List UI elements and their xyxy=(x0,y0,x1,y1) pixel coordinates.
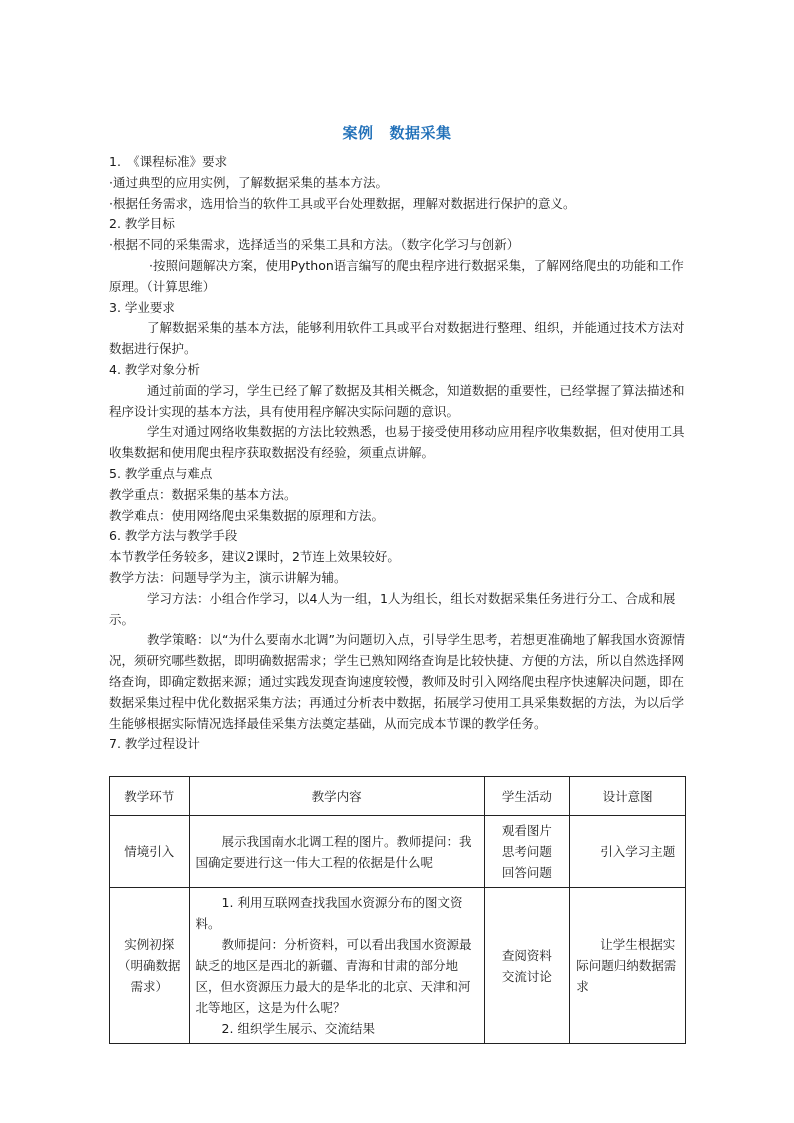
document-title xyxy=(0,122,794,143)
table-header-row xyxy=(110,777,686,816)
content-line: 展示我国南水北调工程的图片。教师提问：我国确定要进行这一伟大工程的依据是什么呢 xyxy=(195,833,472,870)
section-6-paragraph-1: 本节教学任务较多，建议2课时，2节连上效果较好。 xyxy=(109,549,400,565)
section-1-heading: 1. 《课程标准》要求 xyxy=(109,154,228,169)
section-1-bullet-2: ·根据任务需求，选用恰当的软件工具或平台处理数据，理解对数据进行保护的意义。 xyxy=(109,195,576,211)
teaching-process-table xyxy=(109,776,686,1044)
activity-line: 查阅资料 xyxy=(501,947,552,963)
activity-line: 观看图片 xyxy=(501,823,552,838)
content-line: 教师提问：分析资料，可以看出我国水资源最缺乏的地区是西北的新疆、青海和甘肃的部分地区，但水资源压力最大的是华北的北京、天津和河北等地区，这是为什么呢？ xyxy=(195,937,472,1015)
document-body xyxy=(109,152,689,755)
stage-cell: 情境引入 xyxy=(110,816,190,888)
table-row xyxy=(110,888,686,1044)
content-cell xyxy=(189,816,484,888)
section-6-heading: 6. 教学方法与教学手段 xyxy=(109,528,238,544)
section-3-paragraph: 了解数据采集的基本方法，能够利用软件工具或平台对数据进行整理、组织，并能通过技术方法对数据进行保护。 xyxy=(109,320,685,357)
activity-line: 思考问题 xyxy=(501,844,552,859)
content-line: 2. 组织学生展示、交流结果 xyxy=(221,1021,375,1036)
section-5-heading: 5. 教学重点与难点 xyxy=(109,465,213,481)
section-5-difficulty: 教学难点：使用网络爬虫采集数据的原理和方法。 xyxy=(109,507,385,523)
table-row xyxy=(110,816,686,888)
table-header-cell: 学生活动 xyxy=(484,777,570,816)
section-6-paragraph-2: 教学方法：问题导学为主，演示讲解为辅。 xyxy=(109,569,347,585)
section-2-bullet-2: ·按照问题解决方案，使用Python语言编写的爬虫程序进行数据采集，了解网络爬虫的功能和工作原理。（计算思维） xyxy=(109,257,684,294)
section-2-heading: 2. 教学目标 xyxy=(109,216,175,232)
title-part-2: 数据采集 xyxy=(389,124,452,142)
intent-cell xyxy=(570,816,686,888)
section-4-paragraph-1: 通过前面的学习，学生已经了解了数据及其相关概念，知道数据的重要性，已经掌握了算法描述和程序设计实现的基本方法，具有使用程序解决实际问题的意识。 xyxy=(109,382,685,419)
section-4-heading: 4. 教学对象分析 xyxy=(109,361,200,377)
section-6-paragraph-3: 学习方法：小组合作学习，以4人为一组，1人为组长，组长对数据采集任务进行分工、合成和展示。 xyxy=(109,590,676,627)
activity-line: 交流讨论 xyxy=(501,968,552,984)
table-header-cell: 教学环节 xyxy=(110,777,190,816)
intent-text: 让学生根据实际问题归纳数据需求 xyxy=(576,937,677,994)
content-line: 1. 利用互联网查找我国水资源分布的图文资料。 xyxy=(195,895,463,931)
section-5-key-point: 教学重点：数据采集的基本方法。 xyxy=(109,486,297,502)
section-4-paragraph-2: 学生对通过网络收集数据的方法比较熟悉，也易于接受使用移动应用程序收集数据，但对使用工具收集数据和使用爬虫程序获取数据没有经验，须重点讲解。 xyxy=(109,424,685,461)
activity-line: 回答问题 xyxy=(501,865,552,880)
activity-cell xyxy=(484,888,570,1044)
section-3-heading: 3. 学业要求 xyxy=(109,299,175,315)
section-2-bullet-1: ·根据不同的采集需求，选择适当的采集工具和方法。（数字化学习与创新） xyxy=(109,237,520,253)
content-cell xyxy=(189,888,484,1044)
table-header-cell: 设计意图 xyxy=(570,777,686,816)
section-6-paragraph-4: 教学策略：以“为什么要南水北调”为问题切入点，引导学生思考，若想更准确地了解我国水资源情况，须研究哪些数据，即明确数据需求；学生已熟知网络查询是比较快捷、方便的方法，所以自然选择网络查询，即确定数据来源；通过实践发现查询速度较慢，教师及时引入网络爬虫程序快速解决问题，即在数据采集过程中优化数据采集方法；再通过分析表中数据，拓展学习使用工具采集数据的方法，为以后学生能够根据实际情况选择最佳采集方法奠定基础，从而完成本节课的教学任务。 xyxy=(109,632,685,731)
title-part-1: 案例 xyxy=(342,124,374,142)
stage-cell: 实例初探（明确数据需求） xyxy=(110,888,190,1044)
activity-cell xyxy=(484,816,570,888)
intent-cell xyxy=(570,888,686,1044)
section-1-bullet-1: ·通过典型的应用实例，了解数据采集的基本方法。 xyxy=(109,174,388,190)
section-7-heading: 7. 教学过程设计 xyxy=(109,736,200,752)
intent-text: 引入学习主题 xyxy=(600,844,676,859)
table-header-cell: 教学内容 xyxy=(189,777,484,816)
